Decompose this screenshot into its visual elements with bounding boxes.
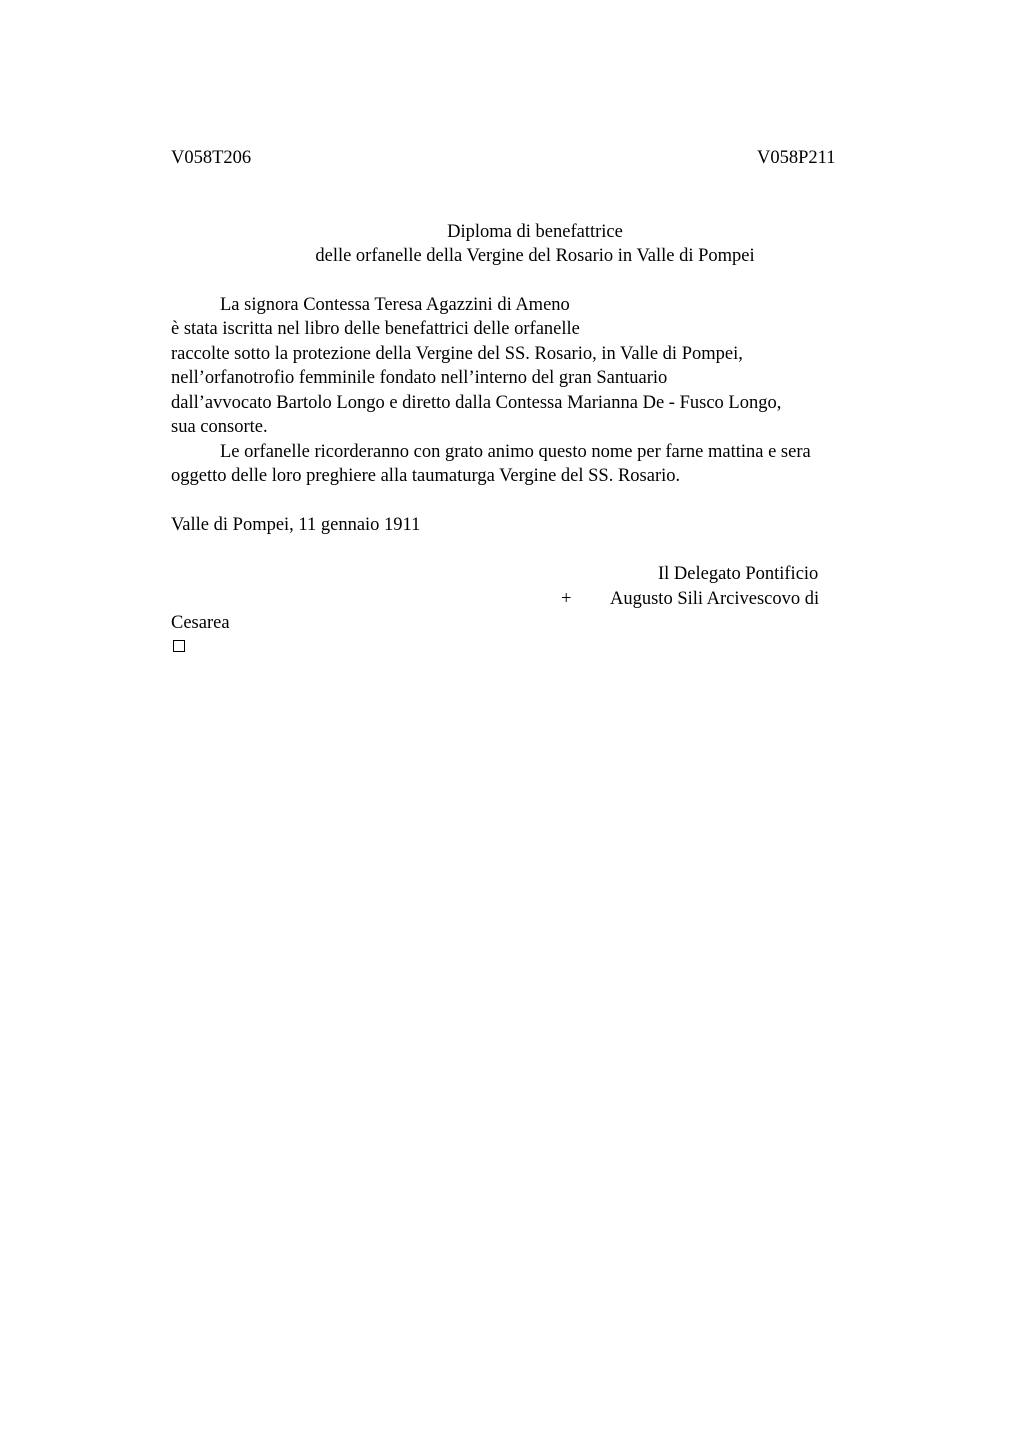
header-right-code: V058P211: [757, 148, 836, 168]
checkbox-icon: [173, 640, 185, 652]
signature-cross: +: [561, 589, 572, 609]
body-line: dall’avvocato Bartolo Longo e diretto dalla Contessa Marianna De - Fusco Longo,: [171, 393, 782, 413]
body-line: Le orfanelle ricorderanno con grato animo questo nome per farne mattina e sera: [220, 442, 811, 462]
document-subtitle: delle orfanelle della Vergine del Rosario in Valle di Pompei: [315, 246, 755, 266]
body-line: La signora Contessa Teresa Agazzini di Ameno: [220, 295, 570, 315]
signature-name: Augusto Sili Arcivescovo di: [610, 589, 820, 609]
body-line: raccolte sotto la protezione della Vergine del SS. Rosario, in Valle di Pompei,: [171, 344, 743, 364]
signature-continuation: Cesarea: [171, 613, 230, 633]
body-line: sua consorte.: [171, 417, 268, 437]
date-line: Valle di Pompei, 11 gennaio 1911: [171, 515, 421, 535]
body-line: nell’orfanotrofio femminile fondato nell’interno del gran Santuario: [171, 368, 668, 388]
body-line: oggetto delle loro preghiere alla taumaturga Vergine del SS. Rosario.: [171, 466, 681, 486]
signature-role: Il Delegato Pontificio: [658, 564, 819, 584]
body-line: è stata iscritta nel libro delle benefattrici delle orfanelle: [171, 319, 580, 339]
header-left-code: V058T206: [171, 148, 252, 168]
document-title: Diploma di benefattrice: [447, 222, 623, 242]
